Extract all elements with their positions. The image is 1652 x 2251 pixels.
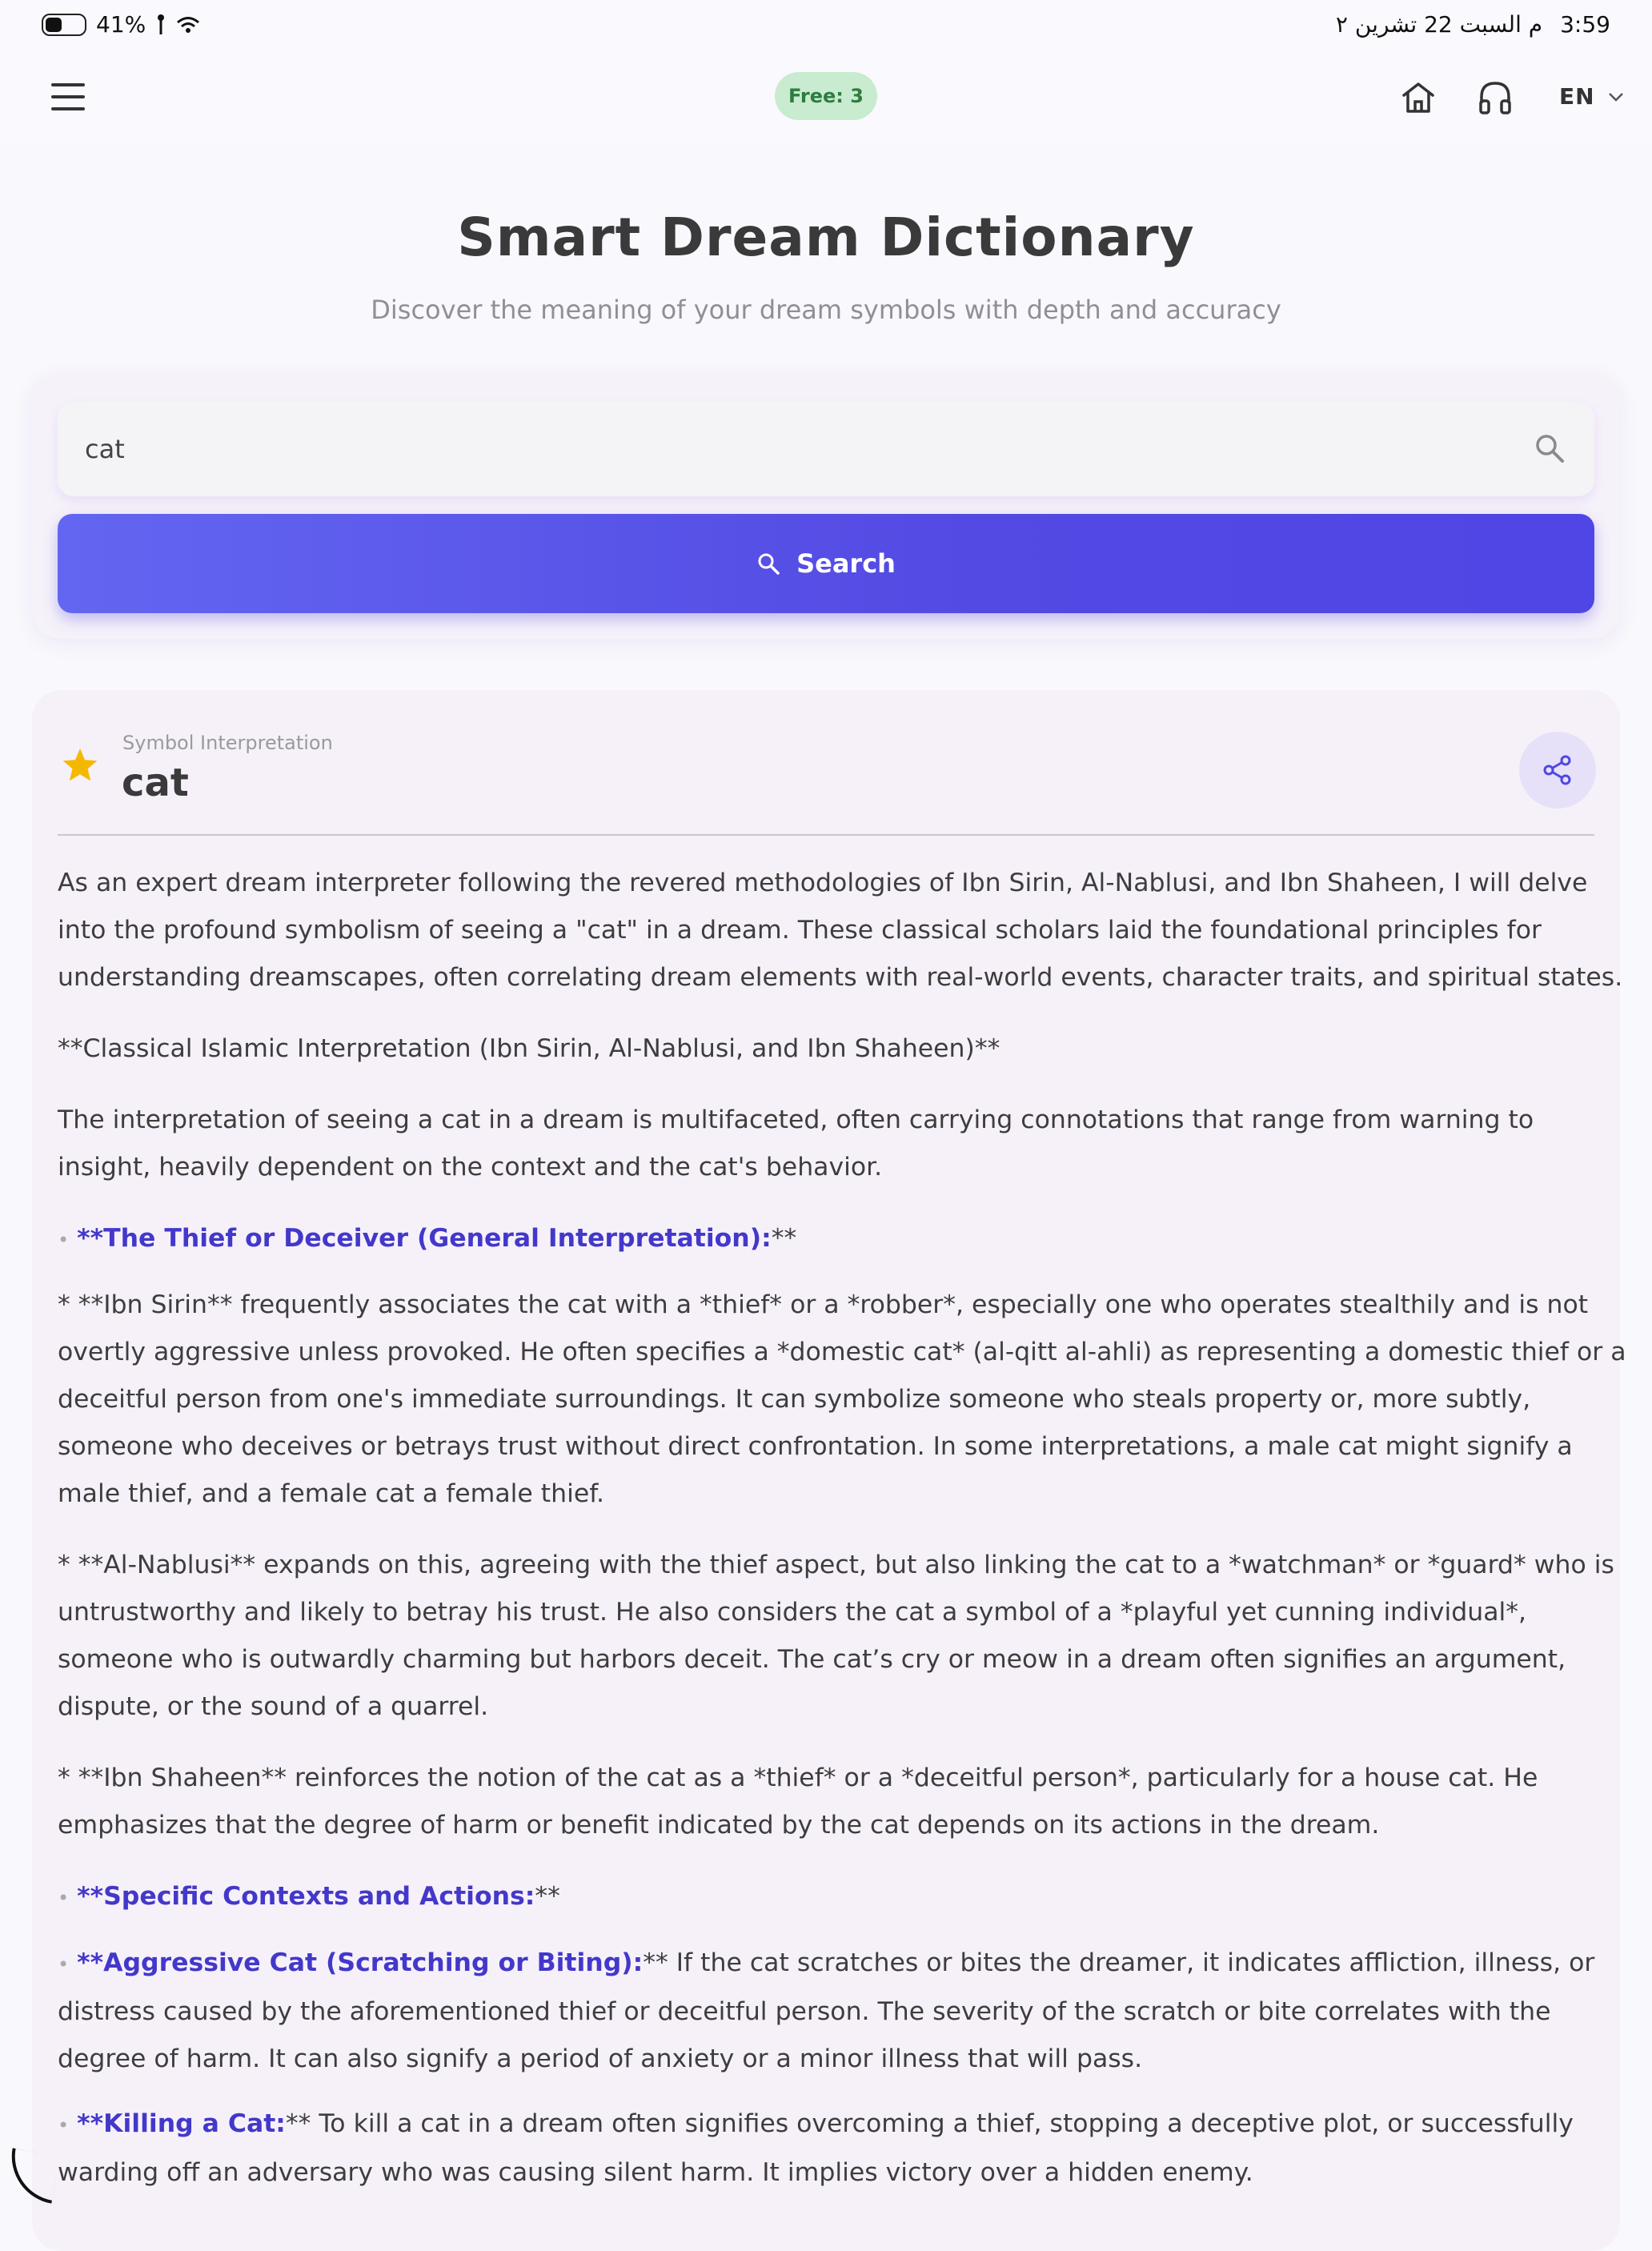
- list-item: • **Specific Contexts and Actions:**: [58, 1882, 560, 1911]
- result-card: [32, 690, 1626, 2251]
- contexts-heading: **Specific Contexts and Actions:: [77, 1882, 535, 1911]
- interpretation-content: [58, 860, 1626, 2221]
- al-nablusi-paragraph: * **Al-Nablusi** expands on this, agreeing with the thief aspect, but also linking the cat to a *watchman* or *guard* who is untrustworthy and likely to betray his trust. He also considers the cat a symbol of a *playful yet cunning individual*, someone who is outwardly charming but harbors deceit. The cat’s cry or meow in a dream often signifies an argument, dispute, or the sound of a quarrel.: [58, 1551, 1614, 1721]
- symbol-title: cat: [122, 760, 189, 805]
- battery-percent: 41%: [96, 11, 146, 38]
- contexts-heading-tail: **: [535, 1882, 560, 1911]
- search-button-label: Search: [796, 548, 896, 579]
- share-icon: [1542, 754, 1574, 786]
- star-icon: [61, 746, 99, 784]
- aggressive-heading: **Aggressive Cat (Scratching or Biting):: [77, 1948, 644, 1977]
- loading-indicator: [4, 2148, 60, 2204]
- status-time: 3:59: [1560, 11, 1610, 38]
- app-bar: [0, 51, 1652, 144]
- ibn-sirin-paragraph: * **Ibn Sirin** frequently associates the cat with a *thief* or a *robber*, especially one who operates stealthily and is not overtly aggressive unless provoked. He often specifies a *domestic cat* (al-qitt al-ahli) as representing a domestic thief or a deceitful person from one's immediate surroundings. It can symbolize someone who steals property or, more subtly, someone who deceives or betrays trust without direct confrontation. In some interpretations, a male cat might signify a male thief, and a female cat a female thief.: [58, 1290, 1626, 1508]
- page-title: Smart Dream Dictionary: [457, 207, 1195, 268]
- battery-icon: [42, 14, 86, 36]
- divider: [58, 834, 1594, 836]
- symbol-label: Symbol Interpretation: [122, 732, 333, 754]
- wifi-icon: [176, 15, 200, 34]
- list-item: • **Aggressive Cat (Scratching or Biting):** If the cat scratches or bites the dreamer, it indicates affliction, illness, or distress caused by the aforementioned thief or deceitful person. The severity of the scratch or bite correlates with the degree of harm. It can also signify a period of anxiety or a minor illness that will pass.: [58, 1948, 1595, 2073]
- status-date: م السبت 22 تشرين ٢: [1335, 11, 1543, 38]
- status-bar: [0, 0, 1652, 51]
- page-subtitle: Discover the meaning of your dream symbols with depth and accuracy: [371, 295, 1281, 325]
- chevron-down-icon: [1608, 92, 1624, 102]
- ibn-shaheen-paragraph: * **Ibn Shaheen** reinforces the notion of the cat as a *thief* or a *deceitful person*, particularly for a house cat. He emphasizes that the degree of harm or benefit indicated by the cat depends on its actions in the dream.: [58, 1763, 1538, 1840]
- free-credits-badge: Free: 3: [775, 72, 877, 120]
- search-button[interactable]: [58, 514, 1594, 613]
- list-item: • **The Thief or Deceiver (General Interpretation):**: [58, 1224, 797, 1253]
- thief-heading-tail: **: [771, 1224, 797, 1253]
- search-input[interactable]: [85, 434, 1494, 464]
- menu-icon[interactable]: [51, 83, 85, 110]
- language-label: EN: [1559, 83, 1595, 110]
- aggressive-body: ** If the cat scratches or bites the dreamer, it indicates affliction, illness, or distress caused by the aforementioned thief or deceitful person. The severity of the scratch or bite correlates with the degree of harm. It can also signify a period of anxiety or a minor illness that will pass.: [58, 1948, 1595, 2073]
- charging-icon: [155, 14, 166, 36]
- killing-heading: **Killing a Cat:: [77, 2109, 286, 2138]
- search-field: [58, 402, 1594, 496]
- list-item: • **Killing a Cat:** To kill a cat in a dream often signifies overcoming a thief, stopping a deceptive plot, or successfully warding off an adversary who was causing silent harm. It implies victory over a hidden enemy.: [58, 2109, 1574, 2187]
- intro-paragraph: As an expert dream interpreter following the revered methodologies of Ibn Sirin, Al-Nablusi, and Ibn Shaheen, I will delve into the profound symbolism of seeing a "cat" in a dream. These classical scholars laid the foundational principles for understanding dreamscapes, often correlating dream elements with real-world events, character traits, and spiritual states.: [58, 869, 1623, 992]
- search-icon: [756, 552, 780, 576]
- killing-body: ** To kill a cat in a dream often signifies overcoming a thief, stopping a deceptive plot, or successfully warding off an adversary who was causing silent harm. It implies victory over a hidden enemy.: [58, 2109, 1574, 2187]
- overview-paragraph: The interpretation of seeing a cat in a dream is multifaceted, often carrying connotations that range from warning to insight, heavily dependent on the context and the cat's behavior.: [58, 1105, 1534, 1182]
- status-right: [1336, 11, 1610, 38]
- home-icon[interactable]: [1396, 75, 1441, 120]
- classical-heading: **Classical Islamic Interpretation (Ibn Sirin, Al-Nablusi, and Ibn Shaheen)**: [58, 1034, 1000, 1063]
- search-card: [32, 373, 1620, 639]
- status-left: [42, 11, 200, 38]
- share-button[interactable]: [1519, 732, 1596, 809]
- language-selector[interactable]: [1559, 83, 1624, 110]
- search-icon: [1534, 432, 1566, 464]
- headphones-icon[interactable]: [1473, 75, 1518, 120]
- thief-heading: **The Thief or Deceiver (General Interpretation):: [77, 1224, 772, 1253]
